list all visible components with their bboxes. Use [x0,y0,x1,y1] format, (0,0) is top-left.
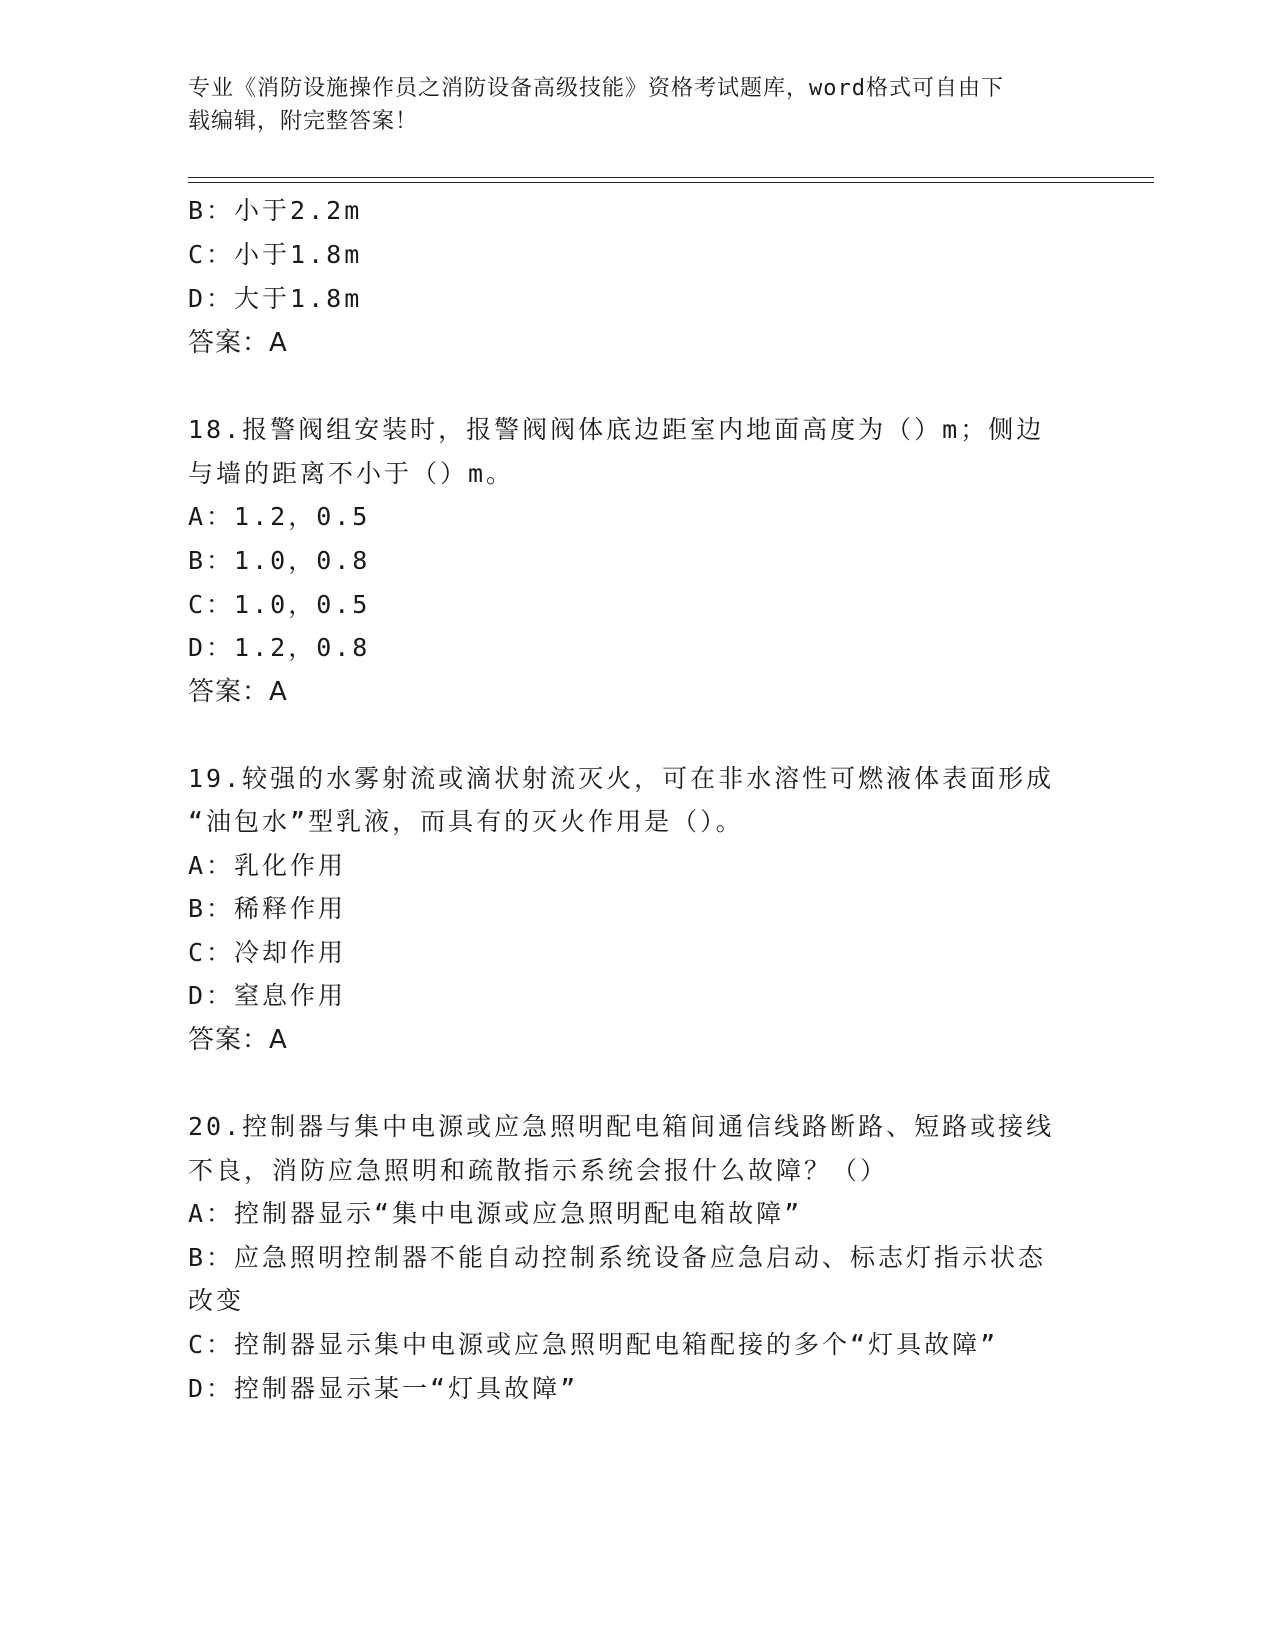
q18-option-c: C：1.0，0.5 [188,590,371,619]
page-header [188,72,1068,138]
q20-option-c: C：控制器显示集中电源或应急照明配电箱配接的多个“灯具故障” [188,1330,999,1359]
q18-option-d: D：1.2，0.8 [188,633,371,662]
q18-stem-line-1: 18.报警阀组安装时，报警阀阀体底边距室内地面高度为（）m；侧边 [188,415,1045,444]
q17-option-c: C：小于1.8m [188,240,363,269]
q20-stem-line-2: 不良，消防应急照明和疏散指示系统会报什么故障？（） [188,1156,889,1185]
q18-option-a: A：1.2，0.5 [188,502,371,531]
header-divider-bottom [188,182,1154,183]
q20-option-d: D：控制器显示某一“灯具故障” [188,1374,579,1403]
q17-option-d: D：大于1.8m [188,284,363,313]
q19-option-b: B：稀释作用 [188,894,347,923]
q19-answer: 答案：A [188,1025,288,1055]
header-divider-top [188,177,1154,178]
q19-option-c: C：冷却作用 [188,938,347,967]
q19-option-d: D：窒息作用 [188,981,347,1010]
q18-option-b: B：1.0，0.8 [188,546,371,575]
q18-stem-line-2: 与墙的距离不小于（）m。 [188,459,515,488]
q18-answer: 答案：A [188,677,288,707]
header-line-1: 专业《消防设施操作员之消防设备高级技能》资格考试题库，word格式可自由下 [188,76,1004,101]
q17-answer: 答案：A [188,328,288,358]
q20-option-a: A：控制器显示“集中电源或应急照明配电箱故障” [188,1199,803,1228]
header-line-2: 载编辑，附完整答案！ [188,109,419,134]
q20-stem-line-1: 20.控制器与集中电源或应急照明配电箱间通信线路断路、短路或接线 [188,1112,1055,1141]
q19-stem-line-2: “油包水”型乳液，而具有的灭火作用是（）。 [188,807,744,836]
q20-option-b-line-2: 改变 [188,1286,245,1315]
q20-option-b-line-1: B：应急照明控制器不能自动控制系统设备应急启动、标志灯指示状态 [188,1243,1047,1272]
q19-stem-line-1: 19.较强的水雾射流或滴状射流灭火，可在非水溶性可燃液体表面形成 [188,764,1055,793]
q19-option-a: A：乳化作用 [188,851,347,880]
q17-option-b: B：小于2.2m [188,196,363,225]
